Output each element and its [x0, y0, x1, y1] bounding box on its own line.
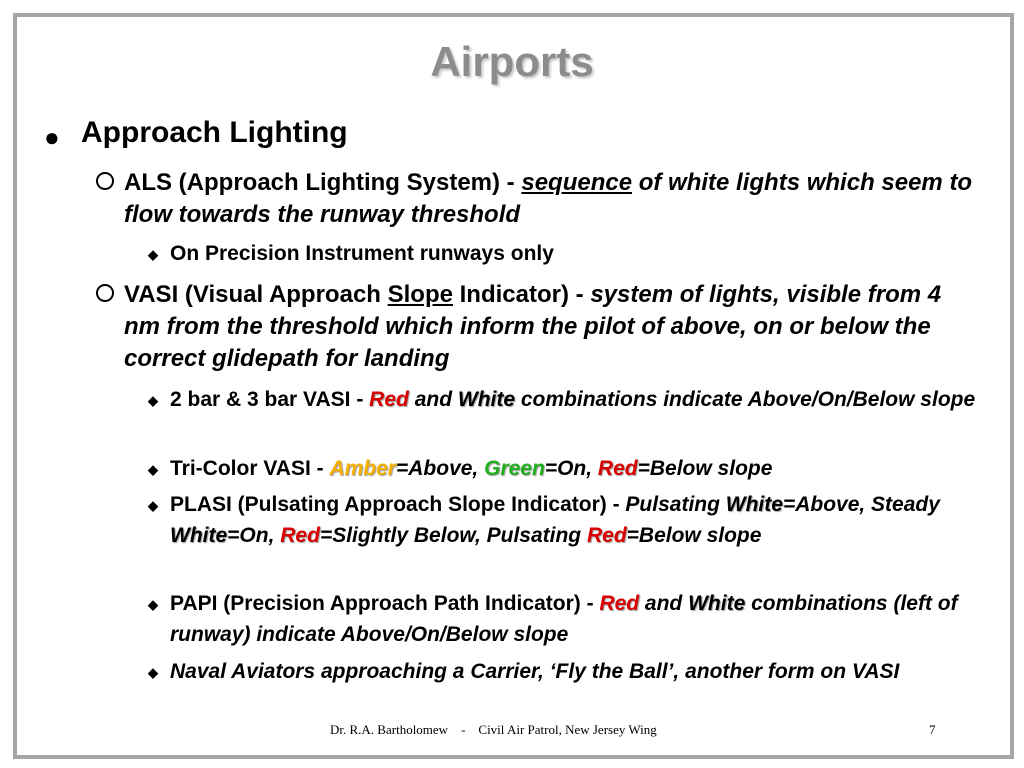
als-text: ALS (Approach Lighting System) - — [124, 169, 522, 196]
diamond-bullet-icon: ◆ — [148, 247, 158, 262]
red-label: Red — [369, 388, 409, 411]
vasi-slope: Slope — [387, 281, 453, 308]
bullet-papi — [146, 588, 976, 650]
white-label: White — [688, 592, 746, 615]
slide-footer: Dr. R.A. Bartholomew - Civil Air Patrol, New Jersey Wing — [330, 722, 657, 737]
diamond-bullet-icon: ◆ — [148, 597, 158, 612]
and-text: and — [408, 388, 458, 411]
vasi-text-b: Indicator) - — [452, 281, 591, 308]
diamond-bullet-icon: ◆ — [148, 665, 158, 680]
tri-on: =On, — [544, 457, 598, 480]
bullet-dot-icon: ● — [44, 122, 60, 152]
als-desc: of white lights which seem to flow towards the runway threshold — [124, 169, 973, 228]
tri-text: Tri-Color VASI - — [170, 457, 330, 480]
circle-bullet-icon — [96, 284, 114, 302]
heading-text: Approach Lighting — [81, 116, 348, 149]
plasi-above: =Above, Steady — [782, 493, 940, 516]
bullet-2bar — [146, 384, 976, 415]
red-label: Red — [586, 524, 627, 547]
red-label: Red — [597, 457, 638, 480]
green-label: Green — [484, 457, 545, 480]
white-label: White — [457, 388, 516, 411]
slide-title: Airports — [430, 38, 594, 85]
bullet-als-sub — [146, 238, 976, 269]
plasi-text: PLASI (Pulsating Approach Slope Indicator) - — [170, 493, 626, 516]
red-label: Red — [599, 592, 640, 615]
bullet-als — [96, 167, 976, 231]
tri-below: =Below slope — [637, 457, 773, 480]
red-label: Red — [280, 524, 320, 547]
bullet-naval — [146, 656, 976, 687]
papi-text: PAPI (Precision Approach Path Indicator) - — [170, 592, 600, 615]
white-label: White — [170, 524, 228, 547]
amber-label: Amber — [329, 457, 396, 480]
plasi-on: =On, — [227, 524, 281, 547]
tri-above: =Above, — [395, 457, 485, 480]
diamond-bullet-icon: ◆ — [148, 498, 158, 513]
bullet-plasi — [146, 489, 976, 551]
vasi-text: VASI (Visual Approach — [124, 281, 388, 308]
als-sequence: sequence — [521, 169, 633, 196]
plasi-pulsating: Pulsating — [625, 493, 726, 516]
papi-desc: combinations (left of runway) indicate Above/On/Below slope — [170, 592, 958, 646]
circle-bullet-icon — [96, 172, 114, 190]
bullet-vasi — [96, 279, 976, 375]
naval-text: Naval Aviators approaching a Carrier, ‘Fly the Ball’, another form on VASI — [170, 660, 900, 683]
diamond-bullet-icon: ◆ — [148, 462, 158, 477]
als-sub-text: On Precision Instrument runways only — [170, 242, 554, 265]
page-number: 7 — [929, 722, 936, 737]
and-text: and — [639, 592, 689, 615]
bar-text: 2 bar & 3 bar VASI - — [170, 388, 370, 411]
white-label: White — [725, 493, 783, 516]
plasi-slightly-below: =Slightly Below, Pulsating — [319, 524, 587, 547]
plasi-below: =Below slope — [626, 524, 762, 547]
vasi-desc: system of lights, visible from 4 nm from the threshold which inform the pilot of above, on or below the correct glidepath for landing — [124, 281, 942, 372]
diamond-bullet-icon: ◆ — [148, 393, 158, 408]
bullet-tricolor — [146, 453, 976, 484]
bar-desc: combinations indicate Above/On/Below slope — [515, 388, 976, 411]
